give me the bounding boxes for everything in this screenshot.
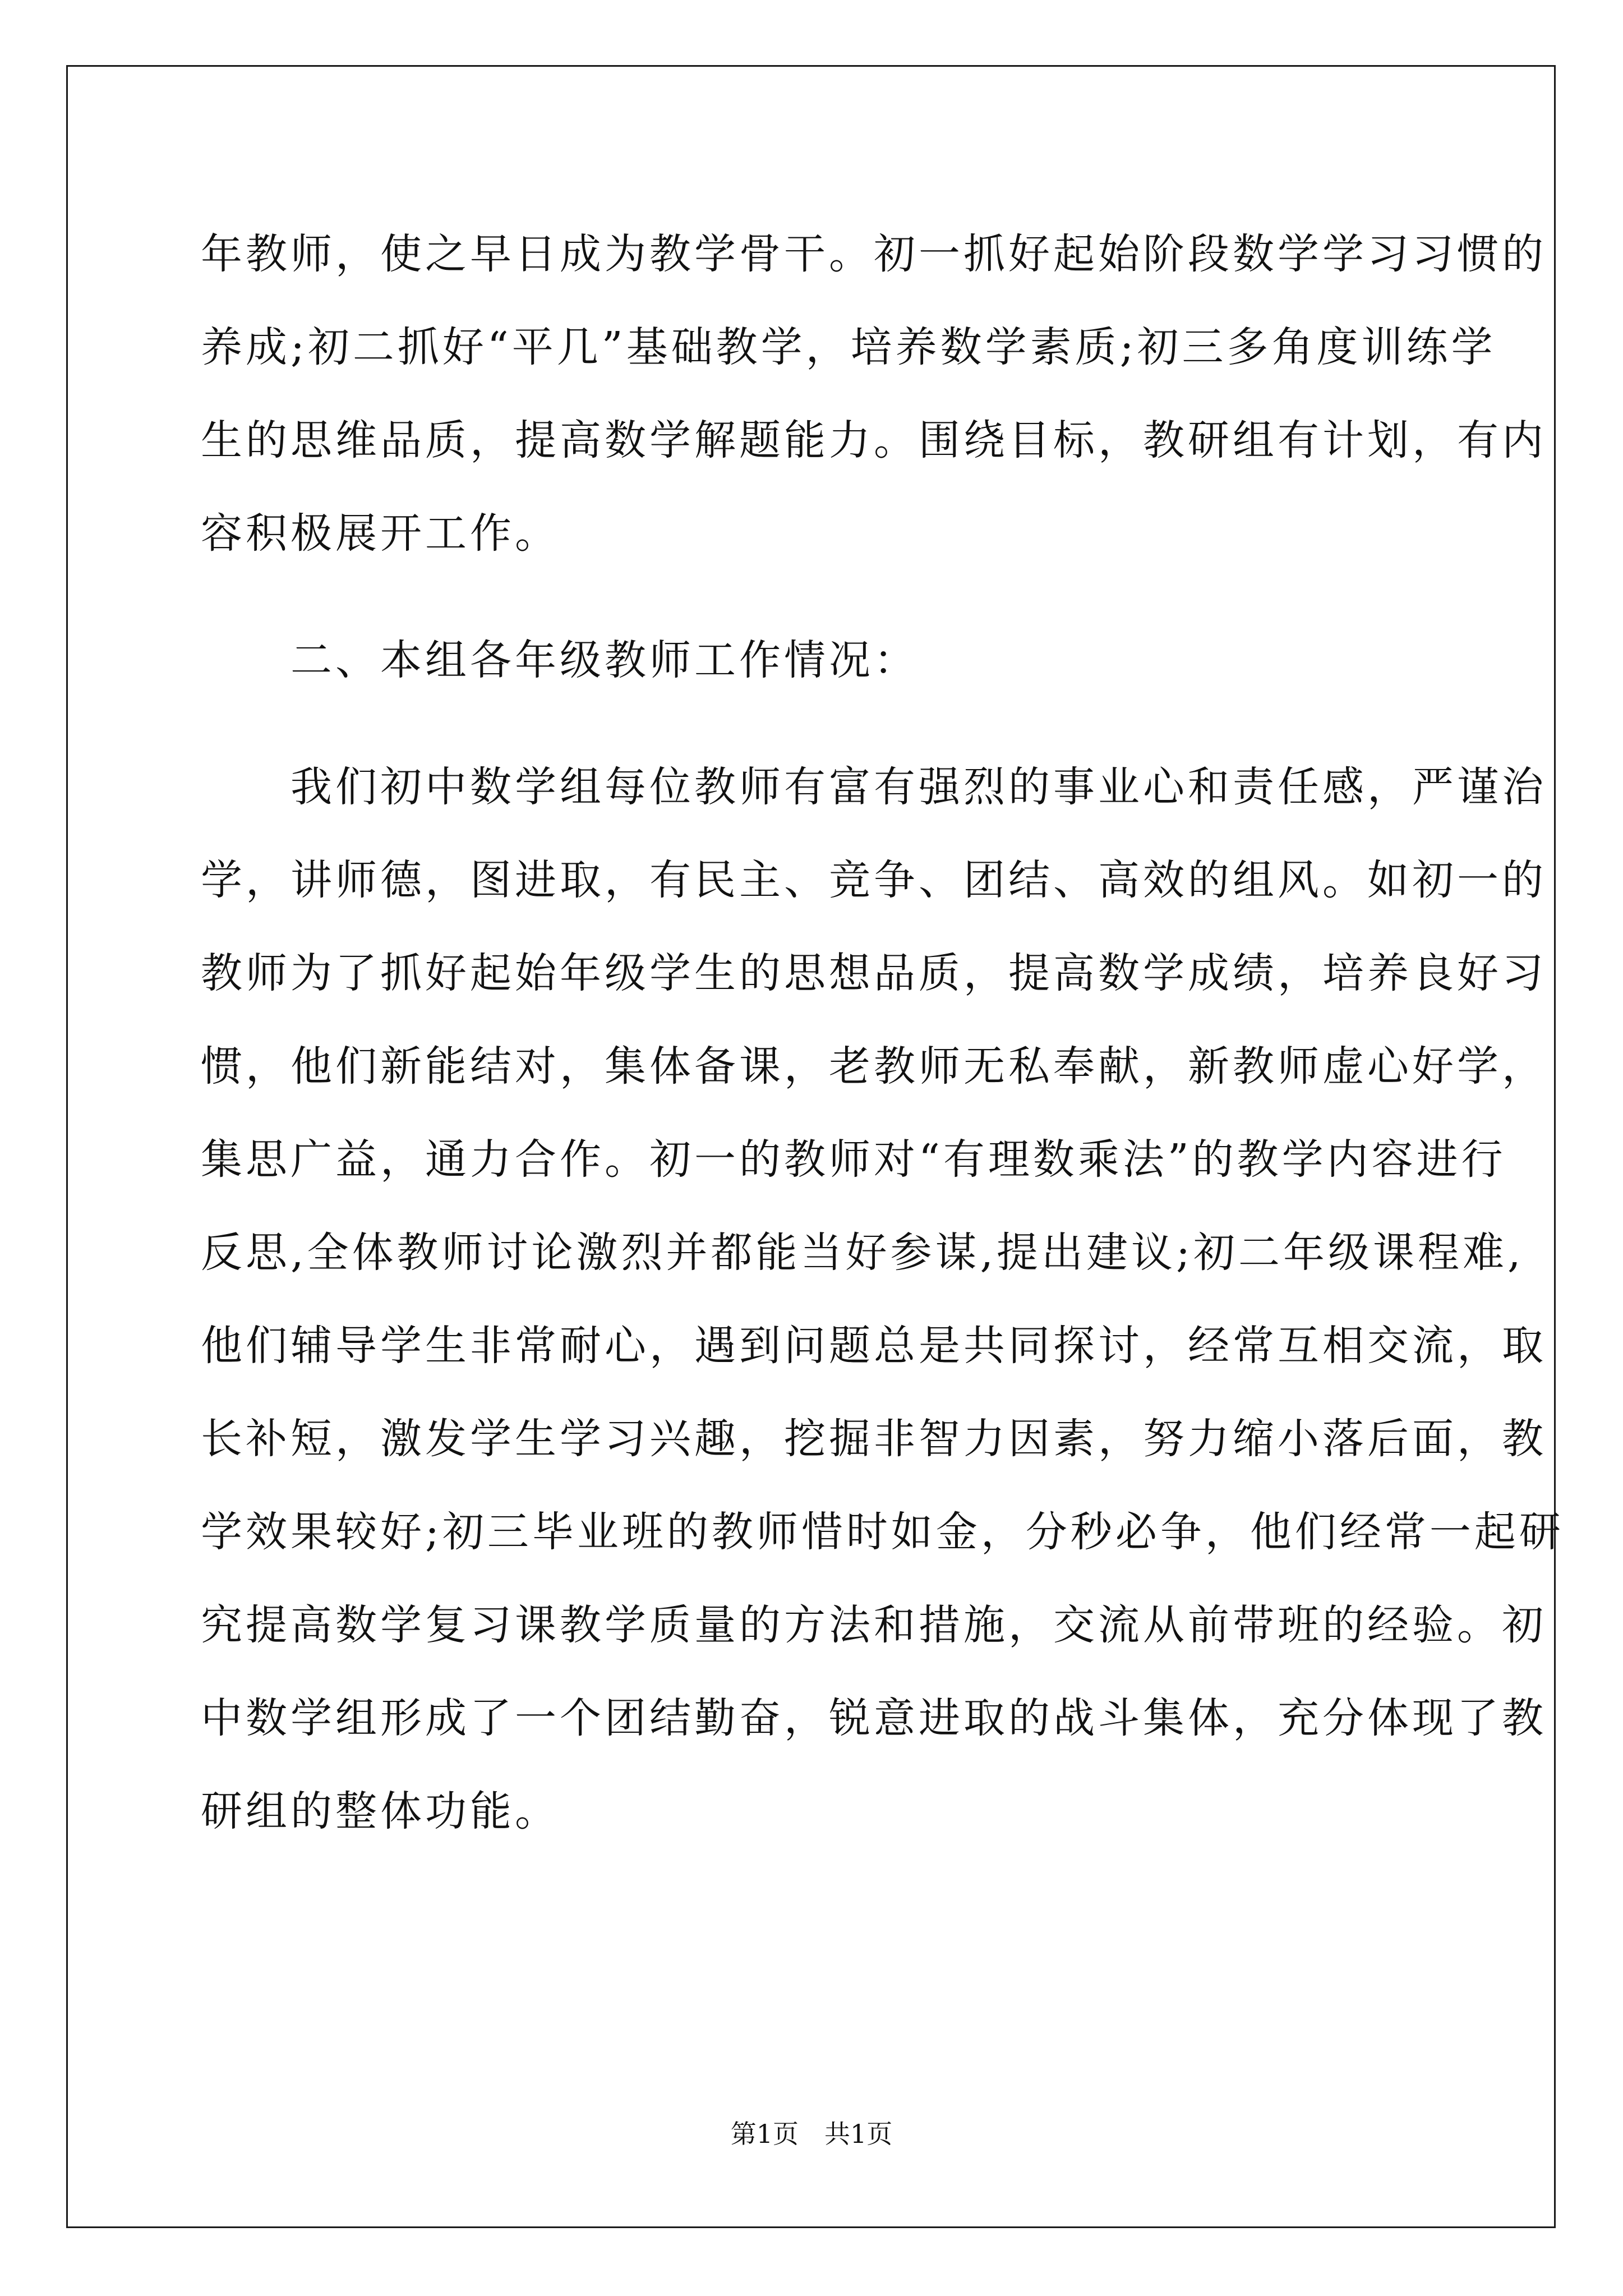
section-heading: 二、本组各年级教师工作情况： <box>201 636 919 684</box>
text-line: 研组的整体功能。 <box>201 1787 560 1835</box>
text-line: 教师为了抓好起始年级学生的思想品质，提高数学成绩，培养良好习 <box>201 949 1547 997</box>
text-line: 生的思维品质，提高数学解题能力。围绕目标，教研组有计划，有内 <box>201 416 1547 464</box>
text-line: 反思,全体教师讨论激烈并都能当好参谋,提出建议;初二年级课程难, <box>201 1228 1524 1277</box>
text-line: 年教师，使之早日成为教学骨干。初一抓好起始阶段数学学习习惯的 <box>201 230 1547 278</box>
document-body <box>201 208 1564 1858</box>
page-number-footer: 第1页 共1页 <box>730 2119 893 2149</box>
text-line: 他们辅导学生非常耐心，遇到问题总是共同探讨，经常互相交流，取 <box>201 1322 1547 1370</box>
text-line: 养成;初二抓好“平几”基础教学，培养数学素质;初三多角度训练学 <box>201 323 1496 371</box>
text-line: 中数学组形成了一个团结勤奋，锐意进取的战斗集体，充分体现了教 <box>201 1694 1547 1742</box>
text-line: 我们初中数学组每位教师有富有强烈的事业心和责任感，严谨治 <box>201 763 1547 811</box>
text-line: 集思广益，通力合作。初一的教师对“有理数乘法”的教学内容进行 <box>201 1135 1506 1184</box>
text-line: 学效果较好;初三毕业班的教师惜时如金，分秒必争，他们经常一起研 <box>201 1508 1564 1556</box>
text-line: 长补短，激发学生学习兴趣，挖掘非智力因素，努力缩小落后面，教 <box>201 1415 1547 1463</box>
text-line: 惯，他们新能结对，集体备课，老教师无私奉献，新教师虚心好学， <box>201 1042 1547 1091</box>
text-line: 学，讲师德，图进取，有民主、竞争、团结、高效的组风。如初一的 <box>201 856 1547 904</box>
text-line: 容积极展开工作。 <box>201 509 560 558</box>
text-line: 究提高数学复习课教学质量的方法和措施，交流从前带班的经验。初 <box>201 1601 1547 1649</box>
